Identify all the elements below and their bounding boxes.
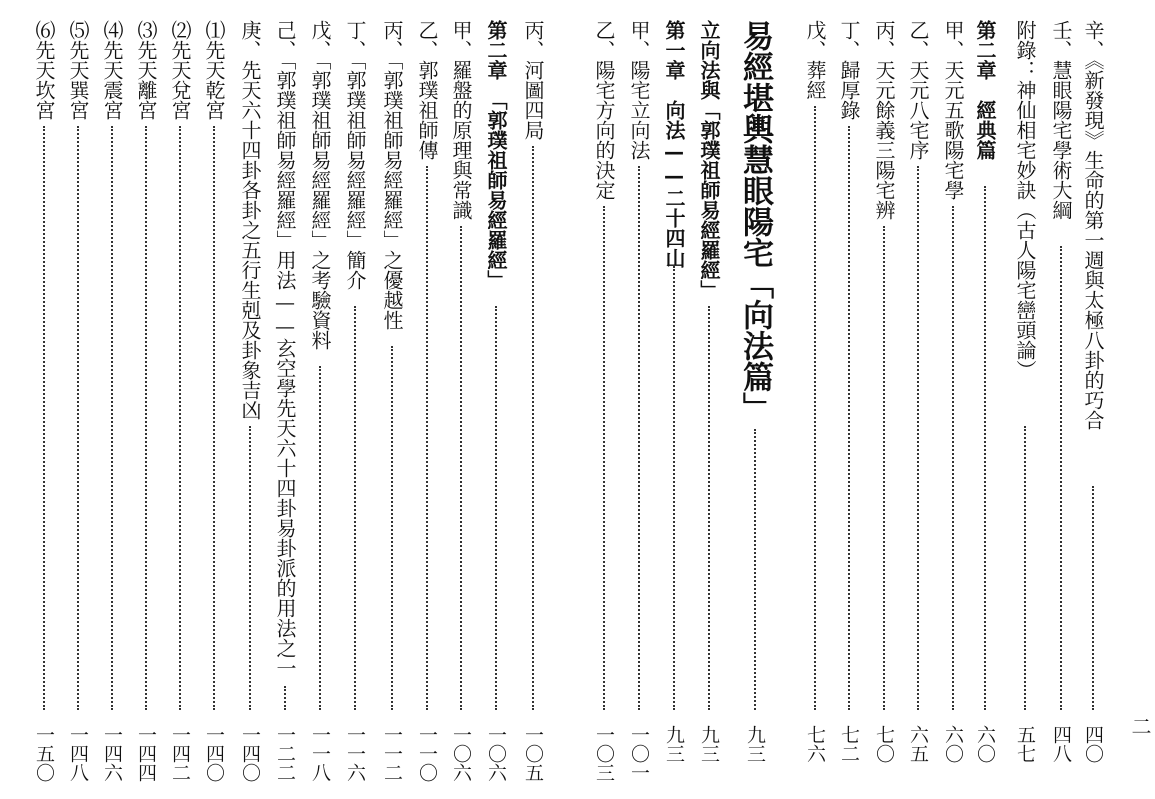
leader-dots	[495, 306, 497, 710]
toc-page-number: 一〇六	[485, 725, 507, 782]
toc-entry-title: 丙、天元餘義三陽宅辨	[872, 20, 896, 220]
leader-dots	[354, 306, 356, 710]
toc-entry	[624, 20, 654, 790]
leader-dots	[1060, 246, 1062, 710]
toc-entry-title: 己、「郭璞祖師易經羅經」用法——玄空學先天六十四卦易卦派的用法之一	[273, 20, 297, 678]
toc-page-number: 一二二	[274, 725, 296, 782]
toc-entry	[518, 20, 548, 790]
leader-dots	[603, 206, 605, 710]
toc-entry	[235, 20, 265, 790]
toc-page-number: 七六	[804, 725, 826, 763]
toc-entry-title: 戊、「郭璞祖師易經羅經」之考驗資料	[308, 20, 332, 350]
leader-dots	[1092, 486, 1094, 710]
toc-entry	[1078, 20, 1108, 790]
toc-page-number: 九三	[744, 725, 766, 763]
toc-entry-title: 丁、「郭璞祖師易經羅經」簡介	[343, 20, 367, 290]
leader-dots	[213, 126, 215, 710]
toc-entry-title: 第二章 「郭璞祖師易經羅經」	[484, 20, 508, 290]
toc-page-number: 一四六	[101, 725, 123, 782]
toc-entry-title: 甲、陽宅立向法	[627, 20, 651, 160]
toc-page-number: 六〇	[942, 725, 964, 763]
toc-entry	[834, 20, 864, 790]
toc-entry-title: 壬、慧眼陽宅學術大綱	[1049, 20, 1073, 220]
leader-dots	[111, 126, 113, 710]
toc-entry	[131, 20, 161, 790]
leader-dots	[43, 126, 45, 710]
toc-entry-title: 附錄：神仙相宅妙訣（古人陽宅巒頭論）	[1013, 20, 1037, 380]
toc-page-number: 六五	[907, 725, 929, 763]
toc-entry-title: 乙、郭璞祖師傳	[415, 20, 439, 160]
toc-entry-title: 乙、陽宅方向的決定	[592, 20, 616, 200]
leader-dots	[179, 126, 181, 710]
leader-dots	[319, 366, 321, 710]
toc-entry	[1046, 20, 1076, 790]
toc-entry-title: ⑴先天乾宮	[202, 20, 226, 120]
toc-entry	[305, 20, 335, 790]
toc-entry	[869, 20, 899, 790]
toc-entry-title: ⑸先天巽宮	[66, 20, 90, 120]
toc-entry-title: 乙、天元八宅序	[906, 20, 930, 160]
toc-entry-title: 庚、先天六十四卦各卦之五行生剋及卦象吉凶	[238, 20, 262, 420]
toc-entry-title: 甲、羅盤的原理與常識	[449, 20, 473, 220]
toc-page-number: 一〇三	[593, 725, 615, 782]
toc-entry	[659, 20, 689, 790]
toc-page-number: 一〇一	[628, 725, 650, 782]
toc-entry	[970, 20, 1000, 790]
toc-entry	[481, 20, 511, 790]
toc-page-number: 一〇六	[450, 725, 472, 782]
toc-entry-title: ⑶先天離宮	[134, 20, 158, 120]
toc-page-number: 一四八	[67, 725, 89, 782]
leader-dots	[708, 306, 710, 710]
toc-page-number: 九三	[663, 725, 685, 763]
toc-page-number: 一五〇	[33, 725, 55, 782]
toc-entry	[165, 20, 195, 790]
toc-entry	[199, 20, 229, 790]
toc-page-number: 六〇	[974, 725, 996, 763]
toc-page-number: 一四〇	[239, 725, 261, 782]
toc-entry-title: ⑵先天兌宮	[168, 20, 192, 120]
leader-dots	[984, 186, 986, 710]
toc-entry	[1010, 20, 1040, 790]
leader-dots	[532, 146, 534, 710]
leader-dots	[917, 166, 919, 710]
toc-entry	[270, 20, 300, 790]
toc-entry	[412, 20, 442, 790]
toc-page-number: 一四四	[135, 725, 157, 782]
toc-entry-title: 第一章 向法——二十四山	[662, 20, 686, 268]
toc-entry	[29, 20, 59, 790]
toc-page-number: 一一二	[381, 725, 403, 782]
toc-entry	[800, 20, 830, 790]
toc-page-number: 四〇	[1082, 725, 1104, 763]
toc-page-number: 七二	[838, 725, 860, 763]
toc-entry-title: 立向法與「郭璞祖師易經羅經」	[697, 20, 721, 300]
toc-page-number: 一一六	[344, 725, 366, 782]
leader-dots	[77, 126, 79, 710]
leader-dots	[426, 166, 428, 710]
toc-page-number: 九三	[698, 725, 720, 763]
leader-dots	[952, 206, 954, 710]
leader-dots	[638, 166, 640, 710]
toc-entry-title: 丙、河圖四局	[521, 20, 545, 140]
toc-entry	[63, 20, 93, 790]
toc-page-number: 五七	[1014, 725, 1036, 763]
toc-entry	[97, 20, 127, 790]
toc-entry-title: ⑷先天震宮	[100, 20, 124, 120]
leader-dots	[673, 266, 675, 710]
leader-dots	[391, 346, 393, 710]
toc-entry	[938, 20, 968, 790]
leader-dots	[1024, 426, 1026, 710]
toc-page-number: 一四二	[169, 725, 191, 782]
toc-entry-title: 甲、天元五歌陽宅學	[941, 20, 965, 200]
toc-entry-title: 第二章 經典篇	[973, 20, 997, 160]
toc-entry	[903, 20, 933, 790]
toc-entry-title: ⑹先天坎宮	[32, 20, 56, 120]
toc-page-number: 四八	[1050, 725, 1072, 763]
toc-entry	[377, 20, 407, 790]
toc-entry	[737, 20, 773, 790]
leader-dots	[883, 226, 885, 710]
toc-entry-title: 丁、歸厚錄	[837, 20, 861, 120]
leader-dots	[249, 426, 251, 710]
leader-dots	[460, 226, 462, 710]
toc-entry	[694, 20, 724, 790]
toc-entry-title: 戊、葬經	[803, 20, 827, 100]
leader-dots	[754, 429, 756, 710]
toc-entry-title: 易經堪輿慧眼陽宅「向法篇」	[737, 20, 773, 423]
toc-page-number: 一〇五	[522, 725, 544, 782]
toc-page-number: 一一〇	[416, 725, 438, 782]
toc-entry-title: 辛、《新發現》生命的第一週與太極八卦的巧合	[1081, 20, 1105, 430]
toc-entry	[340, 20, 370, 790]
toc-entry	[446, 20, 476, 790]
toc-page-number: 一四〇	[203, 725, 225, 782]
toc-entry-title: 丙、「郭璞祖師易經羅經」之優越性	[380, 20, 404, 330]
toc-page-number: 七〇	[873, 725, 895, 763]
leader-dots	[145, 126, 147, 710]
page-number: 二	[1128, 716, 1152, 736]
leader-dots	[814, 106, 816, 710]
leader-dots	[848, 126, 850, 710]
leader-dots	[284, 686, 286, 710]
toc-entry	[589, 20, 619, 790]
toc-page-number: 一一八	[309, 725, 331, 782]
